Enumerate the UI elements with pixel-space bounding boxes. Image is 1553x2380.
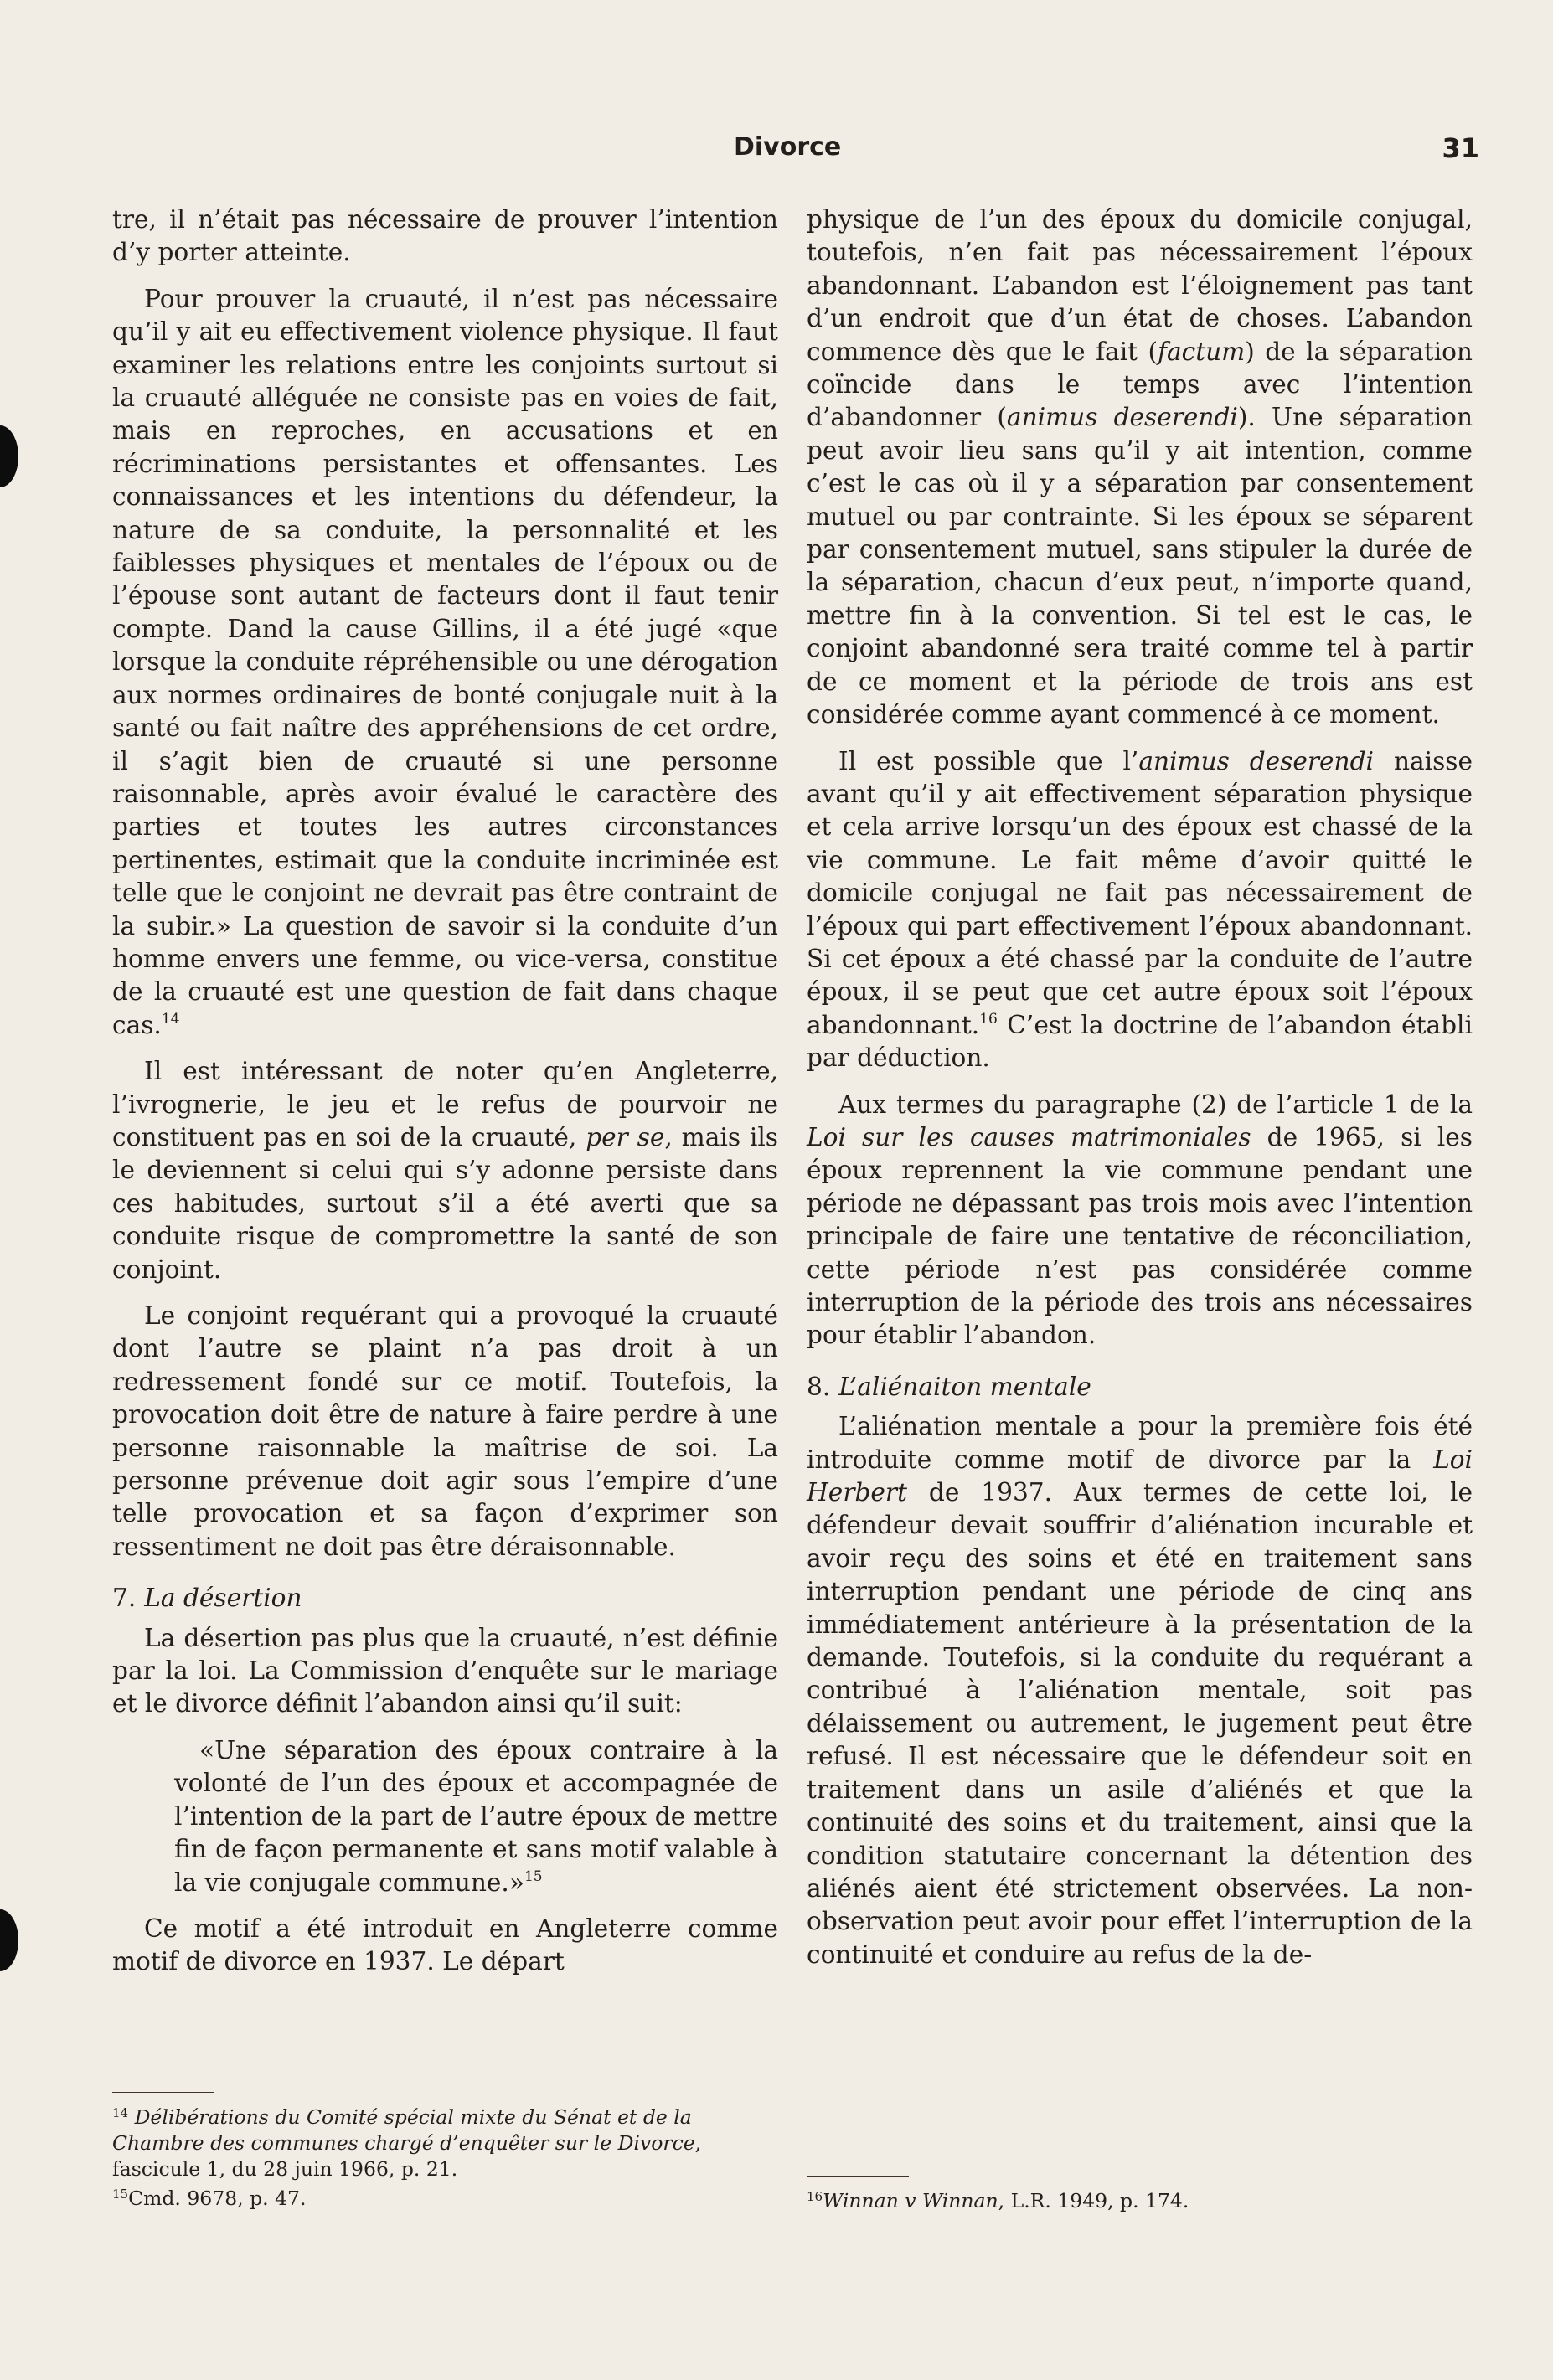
footnote-italic: Délibérations du Comité spécial mixte du Sénat et de la Chambre des communes chargé d’enquêter sur le Divorce [112,2105,695,2155]
italic-term: Loi sur les causes matrimoniales [807,1122,1251,1151]
paragraph [807,745,1473,1075]
footnote-number: 15 [112,2187,129,2202]
paragraph [112,283,778,1042]
paragraph: Ce motif a été introduit en Angleterre comme motif de divorce en 1937. Le départ [112,1914,778,1976]
footnote [807,2188,1473,2214]
footnote-number: 16 [807,2189,823,2204]
footnote-ref: 14 [161,1010,180,1028]
section-heading [112,1582,778,1615]
paragraph-text: , mais ils le deviennent si celui qui s’y adonne persiste dans ces habitudes, surtout s’il a été averti que sa conduite risque de compromettre la santé de son conjoint. [112,1122,778,1284]
italic-term: per se [586,1122,665,1151]
footnote-text: , fascicule 1, du 28 juin 1966, p. 21. [112,2131,702,2181]
paragraph-text: Il est possible que l’ [838,746,1139,775]
running-title: Divorce [734,132,842,162]
paragraph [807,1410,1473,1971]
left-footnotes [112,2092,778,2215]
paragraph-text: de 1965, si les époux reprennent la vie commune pendant une période ne dépassant pas trois mois avec l’intention principale de faire une tentative de réconciliation, cette période n’est pas considérée comme interruption de la période des trois ans nécessaires pour établir l’abandon. [807,1122,1473,1350]
footnote-italic: Winnan v Winnan [823,2189,998,2213]
paragraph-text: Pour prouver la cruauté, il n’est pas nécessaire qu’il y ait eu effectivement violence physique. Il faut examiner les relations entre les conjoints surtout si la cruauté alléguée ne consiste pas en voies de fait, mais en reproches, en accusations et en récriminations persistantes et offensantes. Les connaissances et les intentions du défendeur, la nature de sa conduite, la personnalité et les faiblesses physiques et mentales de l’époux ou de l’épouse sont autant de facteurs dont il faut tenir compte. Dand la cause Gillins, il a été jugé «que lorsque la conduite répréhensible ou une dérogation aux normes ordinaires de bonté conjugale nuit à la santé ou fait naître des appréhensions de cet ordre, il s’agit bien de cruauté si une personne raisonnable, après avoir évalué le caractère des parties et toutes les autres circonstances pertinentes, estimait que la conduite incriminée est telle que le conjoint ne devrait pas être contraint de la subir.» La question de savoir si la conduite d’un homme envers une femme, ou vice-versa, constitue de la cruauté est une question de fait dans chaque cas. [112,284,778,1039]
page-number: 31 [1442,132,1479,164]
paragraph-text: ) de la séparation coïncide dans le temps avec l’intention d’abandonner ( [807,337,1473,432]
paragraph-text: physique de l’un des époux du domicile conjugal, toutefois, n’en fait pas nécessairement l’époux abandonnant. L’abandon est l’éloignement pas tant d’un endroit que d’un état de choses. L’abandon commence dès que le fait ( [807,205,1473,366]
italic-term: factum [1158,337,1246,366]
paragraph: Le conjoint requérant qui a provoqué la cruauté dont l’autre se plaint n’a pas droit à un redressement fondé sur ce motif. Toutefois, la provocation doit être de nature à faire perdre à une personne raisonnable la maîtrise de soi. La personne prévenue doit agir sous l’empire d’une telle provocation et sa façon d’exprimer son ressentiment ne doit pas être déraisonnable. [112,1301,778,1561]
paragraph-text: C’est la doctrine de l’abandon établi par déduction. [807,1010,1473,1073]
paragraph-text: naisse avant qu’il y ait effectivement séparation physique et cela arrive lorsqu’un des époux est chassé de la vie commune. Le fait même d’avoir quitté le domicile conjugal ne fait pas nécessairement de l’époux qui part effectivement l’époux abandonnant. Si cet époux a été chassé par la conduite de l’autre époux, il se peut que cet autre époux soit l’époux abandonnant. [807,746,1473,1039]
footnote [112,2186,778,2212]
left-column [112,203,778,1992]
section-number: 8. [807,1372,831,1401]
paragraph-text: L’aliénation mentale a pour la première fois été introduite comme motif de divorce par la [807,1412,1473,1474]
section-title: L’aliénaiton mentale [838,1372,1091,1401]
italic-term: animus deserendi [1138,746,1375,775]
footnote-ref: 16 [979,1010,998,1028]
paragraph [807,203,1473,732]
footnote [112,2104,778,2182]
page-header [112,132,1479,166]
footnote-text: Cmd. 9678, p. 47. [128,2187,307,2210]
paragraph-text: de 1937. Aux termes de cette loi, le défendeur devait souffrir d’aliénation incurable et avoir reçu des soins et été en traitement sans interruption pendant une période de cinq ans immédiatement antérieure à la présentation de la demande. Toutefois, si la conduite du requérant a contribué à l’aliénation mentale, soit pas délaissement ou autrement, le jugement peut être refusé. Il est nécessaire que le défendeur soit en traitement dans un asile d’aliénés et que la continuité des soins et du traitement, ainsi que la condition statutaire concernant la détention des aliénés aient été strictement observées. La non-observation peut avoir pour effet l’interruption de la continuité et conduire au refus de la de- [807,1478,1473,1969]
italic-term: Loi Herbert [807,1445,1473,1507]
right-column [807,203,1473,1985]
footnote-text: , L.R. 1949, p. 174. [998,2189,1189,2213]
paragraph [112,1055,778,1286]
block-quote [174,1734,778,1899]
footnote-number: 14 [112,2105,129,2120]
paragraph: La désertion pas plus que la cruauté, n’est définie par la loi. La Commission d’enquête sur le mariage et le divorce définit l’abandon ainsi qu’il suit: [112,1623,778,1718]
footnote-rule [112,2092,214,2093]
section-title: La désertion [144,1584,302,1613]
quote-text: «Une séparation des époux contraire à la volonté de l’un des époux et accompagnée de l’intention de la part de l’autre époux de mettre fin de façon permanente et sans motif valable à la vie conjugale commune.» [174,1735,778,1897]
binder-hole-bottom [0,1909,18,1971]
section-number: 7. [112,1584,137,1613]
footnote-ref: 15 [524,1867,543,1885]
binder-hole-top [0,425,18,487]
footnote-rule [807,2176,909,2177]
paragraph [807,1089,1473,1352]
paragraph: tre, il n’était pas nécessaire de prouver l’intention d’y porter atteinte. [112,205,778,267]
paragraph-text: Aux termes du paragraphe (2) de l’article 1 de la [838,1090,1473,1119]
section-heading [807,1371,1473,1404]
paragraph-text: ). Une séparation peut avoir lieu sans qu’il y ait intention, comme c’est le cas où il y a séparation par consentement mutuel ou par contrainte. Si les époux se séparent par consentement mutuel, sans stipuler la durée de la séparation, chacun d’eux peut, n’importe quand, mettre fin à la convention. Si tel est le cas, le conjoint abandonné sera traité comme tel à partir de ce moment et la période de trois ans est considérée comme ayant commencé à ce moment. [807,403,1473,729]
italic-term: animus deserendi [1006,403,1238,432]
right-footnotes [807,2176,1473,2218]
paragraph-text: Il est intéressant de noter qu’en Angleterre, l’ivrognerie, le jeu et le refus de pourvoir ne constituent pas en soi de la cruauté, [112,1057,778,1151]
